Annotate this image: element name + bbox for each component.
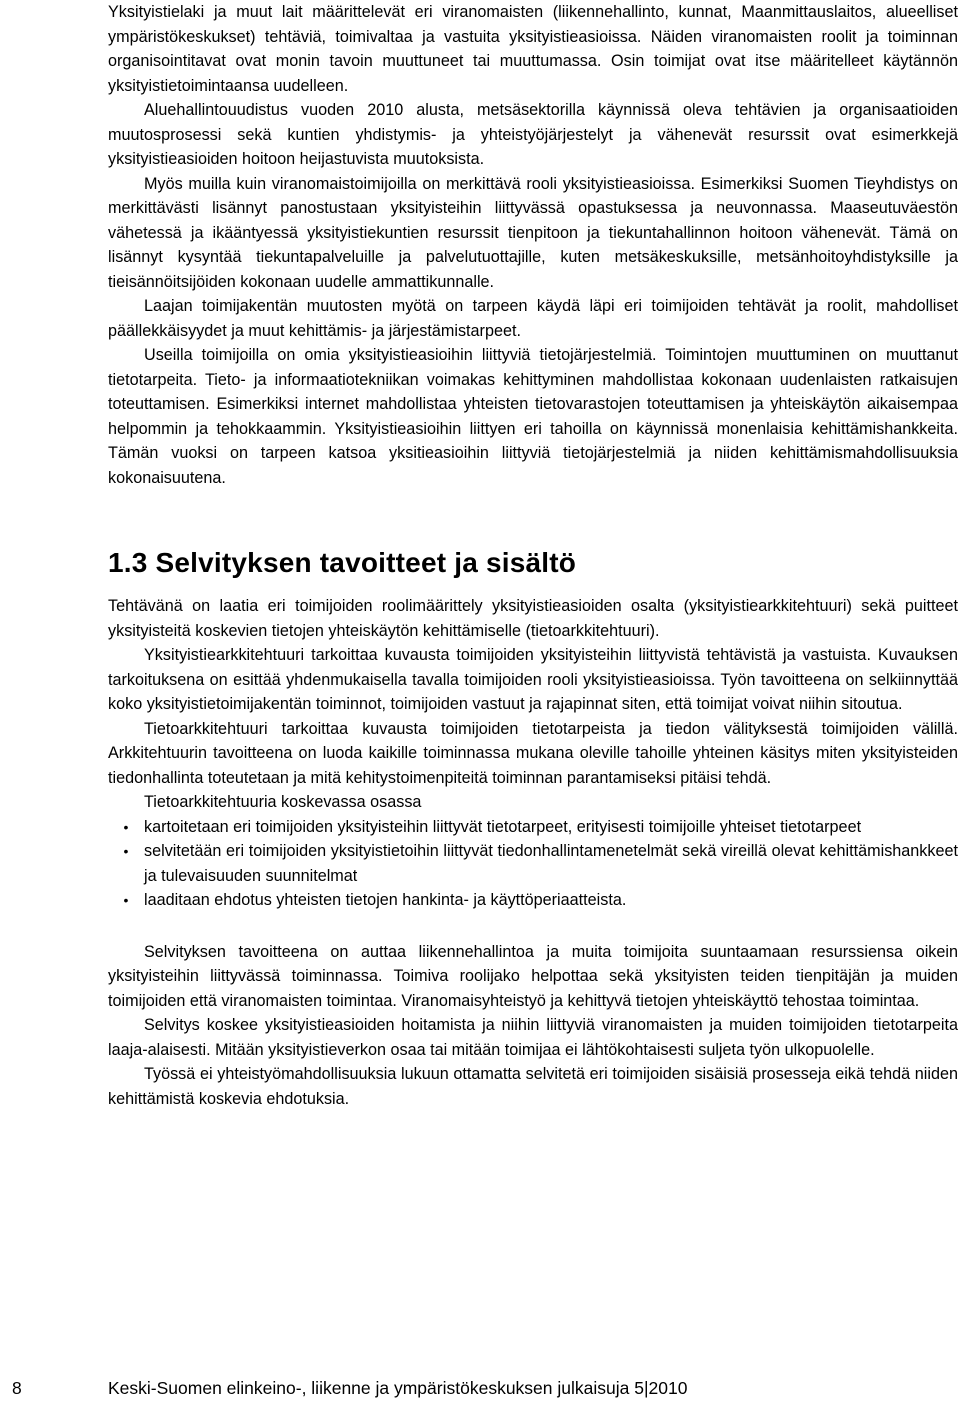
section-body [108,594,958,1111]
paragraph: Myös muilla kuin viranomaistoimijoilla on merkittävä rooli yksityistieasioissa. Esimerkiksi Suomen Tieyhdistys on merkittävästi lisännyt panostustaan yksityisteihin liittyvässä opastuksessa ja neuvonnassa. Maaseutuväestön vähetessä ja ikääntyessä yksityistiekuntien resurssit tienpitoon ja tiekuntahallinnon hoitoon vähenevät. Tämä on lisännyt kysyntää tiekuntapalveluille ja palvelutuottajille, kuten metsäkeskuksille, metsänhoitoyhdistyksille ja tieisännöitsijöiden kokonaan uudelle ammattikunnalle. [108,174,958,291]
bullet-icon: • [123,892,129,908]
paragraph: Aluehallintouudistus vuoden 2010 alusta, metsäsektorilla käynnissä oleva tehtävien ja organisaatioiden muutosprosessi sekä kuntien yhdistymis- ja yhteistyöjärjestelyt ja vähenevät resurssit ovat esimerkkejä yksityistieasioiden hoitoon heijastuvista muutoksista. [108,101,958,168]
list-item-text: kartoitetaan eri toimijoiden yksityisteihin liittyvät tietotarpeet, erityisesti toimijoille yhteiset tietotarpeet [144,817,862,836]
page-number: 8 [12,1378,22,1398]
list-item [108,888,958,913]
list-item [108,839,958,888]
paragraph: Tietoarkkitehtuuria koskevassa osassa [144,793,422,811]
bullet-icon: • [123,843,129,859]
paragraph: Useilla toimijoilla on omia yksityistieasioihin liittyviä tietojärjestelmiä. Toimintojen muuttuminen on muuttanut tietotarpeita. Tieto- ja informaatiotekniikan voimakas kehittyminen mahdollistaa kokonaan uudenlaisten ratkaisujen toteuttamisen. Esimerkiksi internet mahdollistaa yhteisten tietovarastojen toteuttamisen ja yhteiskäytön aikaisempaa helpommin ja tehokkaammin. Yksityistieasioihin liittyen eri tahoilla on käynnissä monenlaisia kehittämishankkeita. Tämän vuoksi on tarpeen katsoa yksitieasioihin liittyviä tietojärjestelmiä ja niiden kehittämismahdollisuuksia kokonaisuutena. [108,346,958,487]
list-item [108,815,958,840]
paragraph: Selvitys koskee yksityistieasioiden hoitamista ja niihin liittyviä viranomaisten ja muiden toimijoiden tietotarpeita laaja-alaisesti. Mitään yksityistieverkon osaa tai mitään toimijaa ei lähtökohtaisesti suljeta työn ulkopuolelle. [108,1016,958,1059]
intro-section [108,0,958,490]
publication-title: Keski-Suomen elinkeino-, liikenne ja ympäristökeskuksen julkaisuja 5|2010 [108,1378,688,1398]
section-heading: 1.3 Selvityksen tavoitteet ja sisältö [108,547,577,578]
list-item-text: selvitetään eri toimijoiden yksityistietoihin liittyvät tiedonhallintamenetelmät sekä vireillä olevat kehittämishankkeet ja tulevaisuuden suunnitelmat [144,842,958,885]
document-body [108,0,958,1111]
bullet-icon: • [123,818,129,835]
paragraph: Työssä ei yhteistyömahdollisuuksia lukuun ottamatta selvitetä eri toimijoiden sisäisiä prosesseja eikä tehdä niiden kehittämistä koskevia ehdotuksia. [108,1065,958,1108]
list-item-text: laaditaan ehdotus yhteisten tietojen hankinta- ja käyttöperiaatteista. [144,891,627,909]
paragraph: Tietoarkkitehtuuri tarkoittaa kuvausta toimijoiden tietotarpeista ja tiedon välityksestä toimijoiden välillä. Arkkitehtuurin tavoitteena on luoda kaikille toiminnassa mukana oleville tahoille yhteinen käsitys miten yksityisteiden tiedonhallinta toteutetaan ja mitä kehitystoimenpiteitä toiminnan parantamiseksi pitäisi tehdä. [108,719,958,787]
paragraph: Yksityistielaki ja muut lait määrittelevät eri viranomaisten (liikennehallinto, kunnat, Maanmittauslaitos, alueelliset ympäristökeskukset) tehtäviä, toimivaltaa ja vastuita yksityistieasioissa. Näiden viranomaisten roolit ja toiminnan organisointitavat ovat monin tavoin muuttuneet tai muuttumassa. Osin toimijat ovat itse määritelleet käytännön yksityistietoimintaansa uudelleen. [108,3,958,95]
spacer [108,913,958,940]
paragraph: Yksityistiearkkitehtuuri tarkoittaa kuvausta toimijoiden yksityisteihin liittyvistä tehtävistä ja vastuista. Kuvauksen tarkoituksena on esittää yhdenmukaisella tavalla toimijoiden rooli yksityistieasioissa. Työn tavoitteena on selkiinnyttää koko yksityistietoimijakentän toiminnot, toimijoiden vastuut ja rajapinnat siten, että toimijat voivat niihin sitoutua. [108,646,958,713]
paragraph: Laajan toimijakentän muutosten myötä on tarpeen käydä läpi eri toimijoiden tehtävät ja roolit, mahdolliset päällekkäisyydet ja muut kehittämis- ja järjestämistarpeet. [108,297,958,340]
paragraph: Tehtävänä on laatia eri toimijoiden roolimäärittely yksityistieasioiden osalta (yksityistiearkkitehtuuri) sekä puitteet yksityisteitä koskevien tietojen yhteiskäytön kehittämiselle (tietoarkkitehtuuri). [108,597,958,640]
bullet-list [108,815,958,913]
paragraph: Selvityksen tavoitteena on auttaa liikennehallintoa ja muita toimijoita suuntaamaan resurssiensa oikein yksityisteihin liittyvässä toiminnassa. Toimiva roolijako helpottaa sekä yksityisten teiden tienpitäjän ja muiden toimijoiden että viranomaisten toimintaa. Viranomaisyhteistyö ja kehittyvä tietojen yhteiskäyttö tehostaa toimintaa. [108,942,958,1010]
